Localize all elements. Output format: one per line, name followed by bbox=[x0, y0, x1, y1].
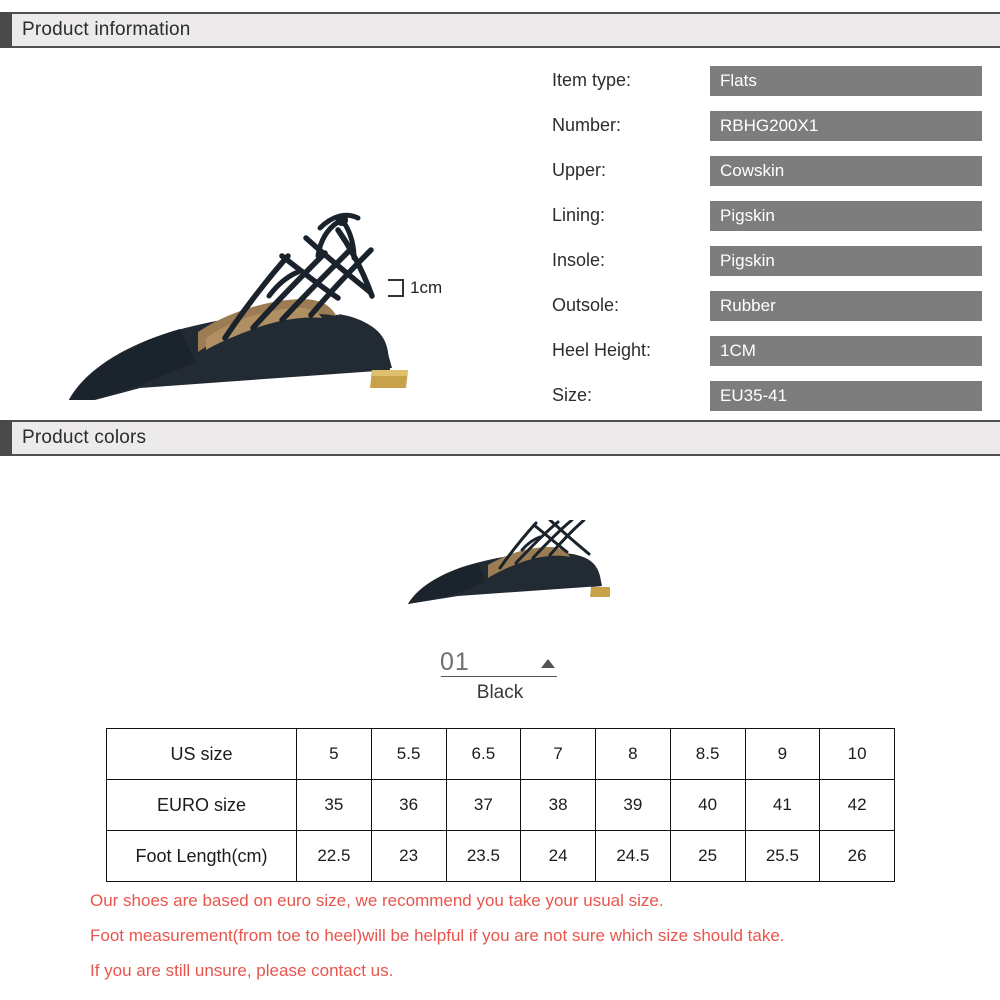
section-header-product-information bbox=[0, 12, 1000, 48]
spec-row-upper bbox=[552, 148, 982, 193]
table-cell: 41 bbox=[745, 780, 820, 831]
spec-row-outsole bbox=[552, 283, 982, 328]
sizing-notes bbox=[90, 890, 960, 995]
heel-height-callout bbox=[388, 278, 442, 298]
table-cell: 24 bbox=[521, 831, 596, 882]
spec-label: Lining: bbox=[552, 205, 606, 225]
table-cell: 38 bbox=[521, 780, 596, 831]
specification-list bbox=[552, 58, 982, 418]
sizing-note-line: If you are still unsure, please contact us. bbox=[90, 960, 394, 980]
spec-label: Insole: bbox=[552, 250, 606, 270]
spec-row-lining bbox=[552, 193, 982, 238]
color-name-label: Black bbox=[476, 682, 524, 703]
table-cell: 8 bbox=[596, 729, 671, 780]
color-variant-photo[interactable] bbox=[400, 520, 610, 630]
size-conversion-table bbox=[106, 728, 895, 882]
table-cell: 5 bbox=[297, 729, 372, 780]
product-main-photo bbox=[20, 70, 510, 400]
heel-height-callout-label: 1cm bbox=[410, 278, 443, 297]
table-cell: 23.5 bbox=[446, 831, 521, 882]
spec-label: Upper: bbox=[552, 160, 607, 180]
sizing-note-line: Our shoes are based on euro size, we recommend you take your usual size. bbox=[90, 891, 664, 910]
section-header-product-colors bbox=[0, 420, 1000, 456]
color-selected-underline bbox=[441, 676, 557, 677]
table-cell: 39 bbox=[596, 780, 671, 831]
table-cell: 22.5 bbox=[297, 831, 372, 882]
spec-row-item-type bbox=[552, 58, 982, 103]
section-marker-icon bbox=[0, 12, 12, 48]
table-cell: 9 bbox=[745, 729, 820, 780]
spec-label: Outsole: bbox=[552, 295, 620, 315]
spec-row-insole bbox=[552, 238, 982, 283]
spec-row-number bbox=[552, 103, 982, 148]
caret-up-icon bbox=[541, 659, 555, 668]
color-code-value: 01 bbox=[440, 648, 470, 676]
table-cell: 7 bbox=[521, 729, 596, 780]
section-title: Product information bbox=[22, 19, 191, 40]
spec-value: Pigskin bbox=[710, 246, 982, 276]
table-cell: 24.5 bbox=[596, 831, 671, 882]
spec-label: Heel Height: bbox=[552, 340, 652, 360]
measure-bracket-icon bbox=[388, 279, 404, 297]
table-row bbox=[107, 780, 895, 831]
table-cell: 42 bbox=[820, 780, 895, 831]
table-cell: 35 bbox=[297, 780, 372, 831]
table-cell: 5.5 bbox=[371, 729, 446, 780]
spec-value: Rubber bbox=[710, 291, 982, 321]
table-cell: 37 bbox=[446, 780, 521, 831]
spec-row-heel-height bbox=[552, 328, 982, 373]
section-marker-icon bbox=[0, 420, 12, 456]
table-cell: 36 bbox=[371, 780, 446, 831]
table-row bbox=[107, 831, 895, 882]
spec-value: RBHG200X1 bbox=[710, 111, 982, 141]
table-cell: 25.5 bbox=[745, 831, 820, 882]
table-cell: 40 bbox=[670, 780, 745, 831]
spec-label: Number: bbox=[552, 115, 622, 135]
table-cell: 23 bbox=[371, 831, 446, 882]
spec-value: 1CM bbox=[710, 336, 982, 366]
table-cell: 6.5 bbox=[446, 729, 521, 780]
spec-label: Size: bbox=[552, 385, 593, 405]
table-cell: 10 bbox=[820, 729, 895, 780]
spec-label: Item type: bbox=[552, 70, 632, 90]
table-cell: 8.5 bbox=[670, 729, 745, 780]
table-cell: 26 bbox=[820, 831, 895, 882]
spec-value: Pigskin bbox=[710, 201, 982, 231]
shoe-illustration-small bbox=[400, 520, 610, 630]
spec-row-size bbox=[552, 373, 982, 418]
spec-value: Cowskin bbox=[710, 156, 982, 186]
row-header: Foot Length(cm) bbox=[107, 831, 297, 882]
spec-value: EU35-41 bbox=[710, 381, 982, 411]
spec-value: Flats bbox=[710, 66, 982, 96]
table-cell: 25 bbox=[670, 831, 745, 882]
table-row bbox=[107, 729, 895, 780]
row-header: US size bbox=[107, 729, 297, 780]
row-header: EURO size bbox=[107, 780, 297, 831]
sizing-note-line: Foot measurement(from toe to heel)will be helpful if you are not sure which size should take. bbox=[90, 925, 785, 945]
shoe-illustration-large bbox=[20, 70, 510, 400]
section-title: Product colors bbox=[22, 427, 147, 448]
